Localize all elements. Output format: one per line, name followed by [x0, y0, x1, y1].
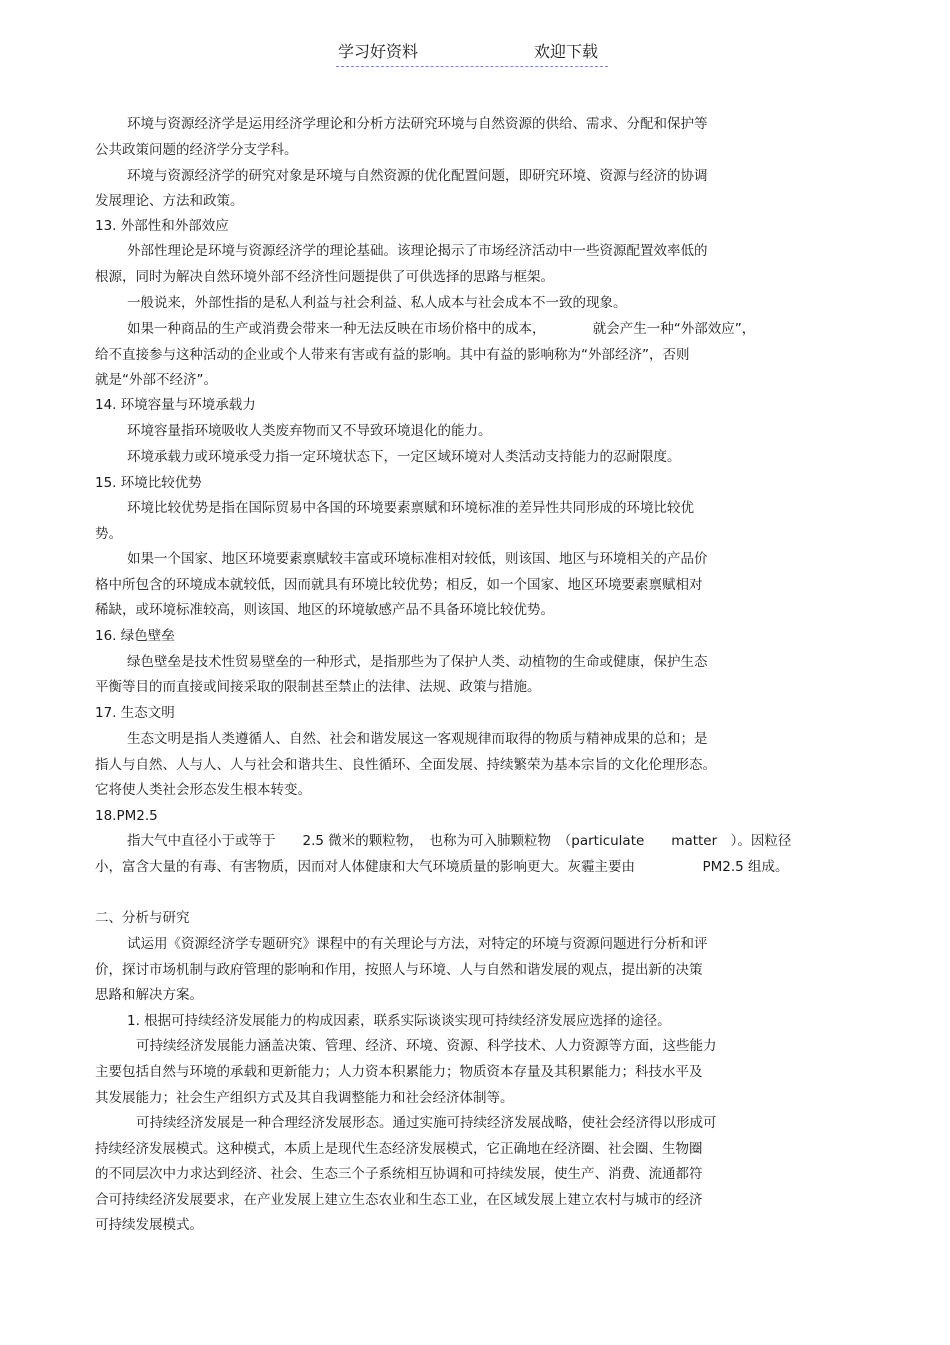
- paragraph-line: 发展理论、方法和政策。: [95, 193, 244, 209]
- paragraph-line: 价，探讨市场机制与政府管理的影响和作用，按照人与环境、人与自然和谐发展的观点，提出新的决策: [95, 962, 703, 978]
- paragraph-line: 如果一个国家、地区环境要素禀赋较丰富或环境标准相对较低，则该国、地区与环境相关的产品价: [127, 551, 708, 567]
- paragraph-line: 其发展能力；社会生产组织方式及其自我调整能力和社会经济体制等。: [95, 1090, 514, 1106]
- paragraph-line: 一般说来，外部性指的是私人利益与社会利益、私人成本与社会成本不一致的现象。: [127, 295, 627, 311]
- header-left-text: 学习好资料: [338, 42, 419, 61]
- paragraph-line: 格中所包含的环境成本就较低，因而就具有环境比较优势；相反，如一个国家、地区环境要素禀赋相对: [95, 577, 703, 593]
- section-heading: 16. 绿色壁垒: [95, 628, 175, 644]
- paragraph-line: 环境与资源经济学是运用经济学理论和分析方法研究环境与自然资源的供给、需求、分配和保护等: [127, 116, 708, 132]
- section-heading: 二、分析与研究: [95, 910, 190, 926]
- page-header: [336, 40, 608, 67]
- paragraph-line: 持续经济发展模式。这种模式，本质上是现代生态经济发展模式，它正确地在经济圈、社会圈、生物圈: [95, 1141, 703, 1157]
- paragraph-line: 环境与资源经济学的研究对象是环境与自然资源的优化配置问题，即研究环境、资源与经济的协调: [127, 168, 708, 184]
- paragraph-line: 环境比较优势是指在国际贸易中各国的环境要素禀赋和环境标准的差异性共同形成的环境比较优: [127, 500, 694, 516]
- paragraph-line: 可持续发展模式。: [95, 1217, 203, 1233]
- section-heading: 13. 外部性和外部效应: [95, 218, 229, 234]
- section-heading: 18.PM2.5: [95, 808, 158, 824]
- paragraph-line: 主要包括自然与环境的承载和更新能力；人力资本积累能力；物质资本存量及其积累能力；科技水平及: [95, 1064, 703, 1080]
- paragraph-line: 环境承载力或环境承受力指一定环境状态下，一定区域环境对人类活动支持能力的忍耐限度。: [127, 449, 681, 465]
- header-right-text: 欢迎下载: [534, 42, 599, 61]
- paragraph-line: 环境容量指环境吸收人类废弃物而又不导致环境退化的能力。: [127, 423, 492, 439]
- paragraph-line: 给不直接参与这种活动的企业或个人带来有害或有益的影响。其中有益的影响称为“外部经济”，否则: [95, 347, 690, 363]
- section-heading: 15. 环境比较优势: [95, 475, 202, 491]
- paragraph-line: 稀缺，或环境标准较高，则该国、地区的环境敏感产品不具备环境比较优势。: [95, 602, 554, 618]
- question-line: 1. 根据可持续经济发展能力的构成因素，联系实际谈谈实现可持续经济发展应选择的途径。: [127, 1013, 671, 1029]
- section-heading: 14. 环境容量与环境承载力: [95, 397, 256, 413]
- paragraph-line: 就是“外部不经济”。: [95, 372, 217, 388]
- section-heading: 17. 生态文明: [95, 705, 175, 721]
- paragraph-line: 生态文明是指人类遵循人、自然、社会和谐发展这一客观规律而取得的物质与精神成果的总和；是: [127, 731, 708, 747]
- paragraph-line: 可持续经济发展能力涵盖决策、管理、经济、环境、资源、科学技术、人力资源等方面，这些能力: [136, 1038, 717, 1054]
- paragraph-line: 势。: [95, 526, 122, 542]
- paragraph-line: 绿色壁垒是技术性贸易壁垒的一种形式，是指那些为了保护人类、动植物的生命或健康，保护生态: [127, 654, 708, 670]
- paragraph-line: 它将使人类社会形态发生根本转变。: [95, 782, 311, 798]
- paragraph-line: 可持续经济发展是一种合理经济发展形态。通过实施可持续经济发展战略，使社会经济得以形成可: [136, 1115, 717, 1131]
- paragraph-line: 试运用《资源经济学专题研究》课程中的有关理论与方法，对特定的环境与资源问题进行分析和评: [127, 936, 708, 952]
- paragraph-line: 平衡等目的而直接或间接采取的限制甚至禁止的法律、法规、政策与措施。: [95, 679, 541, 695]
- paragraph-line: 公共政策问题的经济学分支学科。: [95, 142, 298, 158]
- paragraph-line: 的不同层次中力求达到经济、社会、生态三个子系统相互协调和可持续发展，使生产、消费、流通都符: [95, 1166, 703, 1182]
- paragraph-line: 如果一种商品的生产或消费会带来一种无法反映在市场价格中的成本， 就会产生一种“外部效应”，: [127, 321, 756, 337]
- paragraph-line: 小，富含大量的有毒、有害物质，因而对人体健康和大气环境质量的影响更大。灰霾主要由 PM2.5 组成。: [95, 859, 789, 875]
- paragraph-line: 思路和解决方案。: [95, 987, 203, 1003]
- paragraph-line: 外部性理论是环境与资源经济学的理论基础。该理论揭示了市场经济活动中一些资源配置效率低的: [127, 243, 708, 259]
- paragraph-line: 根源，同时为解决自然环境外部不经济性问题提供了可供选择的思路与框架。: [95, 269, 554, 285]
- paragraph-line: 合可持续经济发展要求，在产业发展上建立生态农业和生态工业，在区域发展上建立农村与城市的经济: [95, 1192, 703, 1208]
- paragraph-line: 指大气中直径小于或等于 2.5 微米的颗粒物， 也称为可入肺颗粒物 （particulate matter ）。因粒径: [127, 833, 792, 849]
- paragraph-line: 指人与自然、人与人、人与社会和谐共生、良性循环、全面发展、持续繁荣为基本宗旨的文化伦理形态。: [95, 757, 716, 773]
